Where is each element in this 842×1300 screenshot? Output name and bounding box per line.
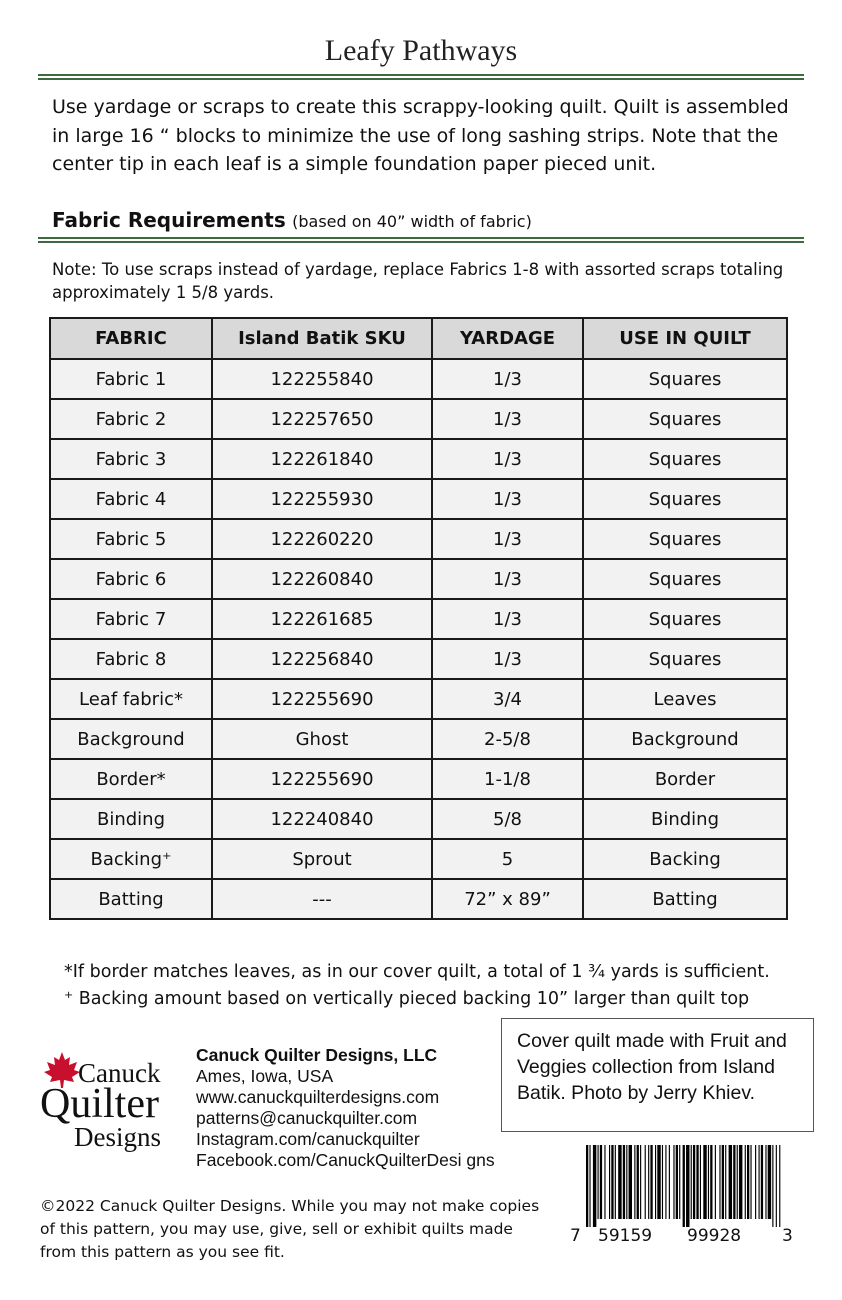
table-cell: Squares bbox=[583, 599, 787, 639]
table-cell: 122256840 bbox=[212, 639, 432, 679]
table-row bbox=[50, 399, 787, 439]
table-cell: Squares bbox=[583, 519, 787, 559]
header-use: USE IN QUILT bbox=[583, 318, 787, 359]
table-cell: Fabric 4 bbox=[50, 479, 212, 519]
table-cell: Fabric 2 bbox=[50, 399, 212, 439]
section-divider-secondary bbox=[38, 241, 804, 243]
company-name: Canuck Quilter Designs, LLC bbox=[196, 1045, 438, 1065]
company-location: Ames, Iowa, USA bbox=[196, 1066, 334, 1086]
barcode-group-1: 59159 bbox=[598, 1226, 653, 1246]
table-row bbox=[50, 559, 787, 599]
table-row bbox=[50, 439, 787, 479]
table-cell: 5 bbox=[432, 839, 583, 879]
table-cell: 2-5/8 bbox=[432, 719, 583, 759]
table-cell: Border bbox=[583, 759, 787, 799]
table-row bbox=[50, 759, 787, 799]
table-cell: Batting bbox=[50, 879, 212, 919]
table-row bbox=[50, 519, 787, 559]
table-cell: 1/3 bbox=[432, 599, 583, 639]
table-cell: Backing bbox=[583, 839, 787, 879]
company-info bbox=[196, 1045, 496, 1171]
table-cell: Squares bbox=[583, 439, 787, 479]
table-cell: Squares bbox=[583, 479, 787, 519]
company-website-link[interactable]: www.canuckquilterdesigns.com bbox=[196, 1087, 440, 1107]
table-row bbox=[50, 479, 787, 519]
table-cell: 1/3 bbox=[432, 559, 583, 599]
upc-barcode bbox=[584, 1145, 784, 1227]
table-cell: 122260840 bbox=[212, 559, 432, 599]
table-cell: Binding bbox=[583, 799, 787, 839]
table-row bbox=[50, 599, 787, 639]
table-cell: Squares bbox=[583, 359, 787, 399]
table-row bbox=[50, 639, 787, 679]
table-row bbox=[50, 879, 787, 919]
table-cell: 72” x 89” bbox=[432, 879, 583, 919]
table-cell: 122240840 bbox=[212, 799, 432, 839]
table-row bbox=[50, 359, 787, 399]
table-header-row bbox=[50, 318, 787, 359]
section-divider bbox=[38, 237, 804, 239]
logo-line-quilter: Quilter bbox=[40, 1081, 159, 1127]
table-cell: Border* bbox=[50, 759, 212, 799]
table-cell: Batting bbox=[583, 879, 787, 919]
table-cell: 5/8 bbox=[432, 799, 583, 839]
page-title: Leafy Pathways bbox=[324, 34, 518, 67]
company-email-link[interactable]: patterns@canuckquilter.com bbox=[196, 1108, 418, 1128]
table-cell: 1/3 bbox=[432, 519, 583, 559]
table-cell: 122261840 bbox=[212, 439, 432, 479]
table-row bbox=[50, 799, 787, 839]
table-cell: 1/3 bbox=[432, 359, 583, 399]
company-logo bbox=[38, 1050, 183, 1155]
table-cell: Fabric 7 bbox=[50, 599, 212, 639]
copyright-notice: ©2022 Canuck Quilter Designs. While you may not make copies of this pattern, you may use, give, sell or exhibit quilts made from this pattern as you see fit. bbox=[40, 1197, 540, 1261]
table-row bbox=[50, 719, 787, 759]
table-cell: Leaf fabric* bbox=[50, 679, 212, 719]
table-row bbox=[50, 839, 787, 879]
table-cell: 122257650 bbox=[212, 399, 432, 439]
table-cell: Fabric 5 bbox=[50, 519, 212, 559]
table-cell: Background bbox=[50, 719, 212, 759]
table-cell: 122261685 bbox=[212, 599, 432, 639]
table-cell: Ghost bbox=[212, 719, 432, 759]
table-cell: 122260220 bbox=[212, 519, 432, 559]
table-body bbox=[50, 359, 787, 919]
table-cell: 122255690 bbox=[212, 679, 432, 719]
table-cell: Binding bbox=[50, 799, 212, 839]
footnote-border: *If border matches leaves, as in our cover quilt, a total of 1 ¾ yards is sufficient. bbox=[64, 962, 770, 982]
table-cell: Squares bbox=[583, 559, 787, 599]
header-sku: Island Batik SKU bbox=[212, 318, 432, 359]
logo-line-canuck: Canuck bbox=[78, 1058, 161, 1088]
table-cell: Background bbox=[583, 719, 787, 759]
table-row bbox=[50, 679, 787, 719]
company-instagram-link[interactable]: Instagram.com/canuckquilter bbox=[196, 1129, 420, 1149]
table-cell: 1/3 bbox=[432, 479, 583, 519]
title-divider bbox=[38, 74, 804, 76]
scraps-note: Note: To use scraps instead of yardage, replace Fabrics 1-8 with assorted scraps totaling approximately 1 5/8 yards. bbox=[52, 260, 784, 302]
table-cell: 1-1/8 bbox=[432, 759, 583, 799]
table-cell: Leaves bbox=[583, 679, 787, 719]
table-cell: 1/3 bbox=[432, 439, 583, 479]
table-cell: 122255930 bbox=[212, 479, 432, 519]
table-cell: Fabric 1 bbox=[50, 359, 212, 399]
footnote-backing: ⁺ Backing amount based on vertically pieced backing 10” larger than quilt top bbox=[64, 989, 750, 1009]
fabric-table bbox=[49, 317, 788, 920]
intro-paragraph: Use yardage or scraps to create this scrappy-looking quilt. Quilt is assembled in large 16 “ blocks to minimize the use of long sashing strips. Note that the center tip in each leaf is a simple foundation paper pieced unit. bbox=[52, 96, 789, 175]
table-cell: 1/3 bbox=[432, 639, 583, 679]
barcode-group-2: 99928 bbox=[687, 1226, 742, 1246]
table-cell: Fabric 6 bbox=[50, 559, 212, 599]
header-fabric: FABRIC bbox=[50, 318, 212, 359]
fabric-requirements-subtitle: (based on 40” width of fabric) bbox=[292, 212, 532, 231]
cover-caption: Cover quilt made with Fruit and Veggies collection from Island Batik. Photo by Jerry Khiev. bbox=[501, 1018, 814, 1132]
title-divider-secondary bbox=[38, 78, 804, 80]
fabric-requirements-title: Fabric Requirements bbox=[52, 208, 286, 232]
table-cell: Squares bbox=[583, 399, 787, 439]
table-cell: Backing⁺ bbox=[50, 839, 212, 879]
table-cell: 122255690 bbox=[212, 759, 432, 799]
table-cell: 122255840 bbox=[212, 359, 432, 399]
header-yardage: YARDAGE bbox=[432, 318, 583, 359]
barcode-digit-first: 7 bbox=[570, 1226, 581, 1246]
fabric-requirements-heading bbox=[52, 208, 532, 232]
table-cell: Fabric 8 bbox=[50, 639, 212, 679]
company-facebook-link[interactable]: Facebook.com/CanuckQuilterDesi gns bbox=[196, 1150, 495, 1170]
table-cell: --- bbox=[212, 879, 432, 919]
table-cell: Fabric 3 bbox=[50, 439, 212, 479]
table-cell: Squares bbox=[583, 639, 787, 679]
table-cell: Sprout bbox=[212, 839, 432, 879]
table-cell: 3/4 bbox=[432, 679, 583, 719]
table-cell: 1/3 bbox=[432, 399, 583, 439]
barcode-digit-last: 3 bbox=[782, 1226, 793, 1246]
logo-line-designs: Designs bbox=[74, 1122, 161, 1152]
